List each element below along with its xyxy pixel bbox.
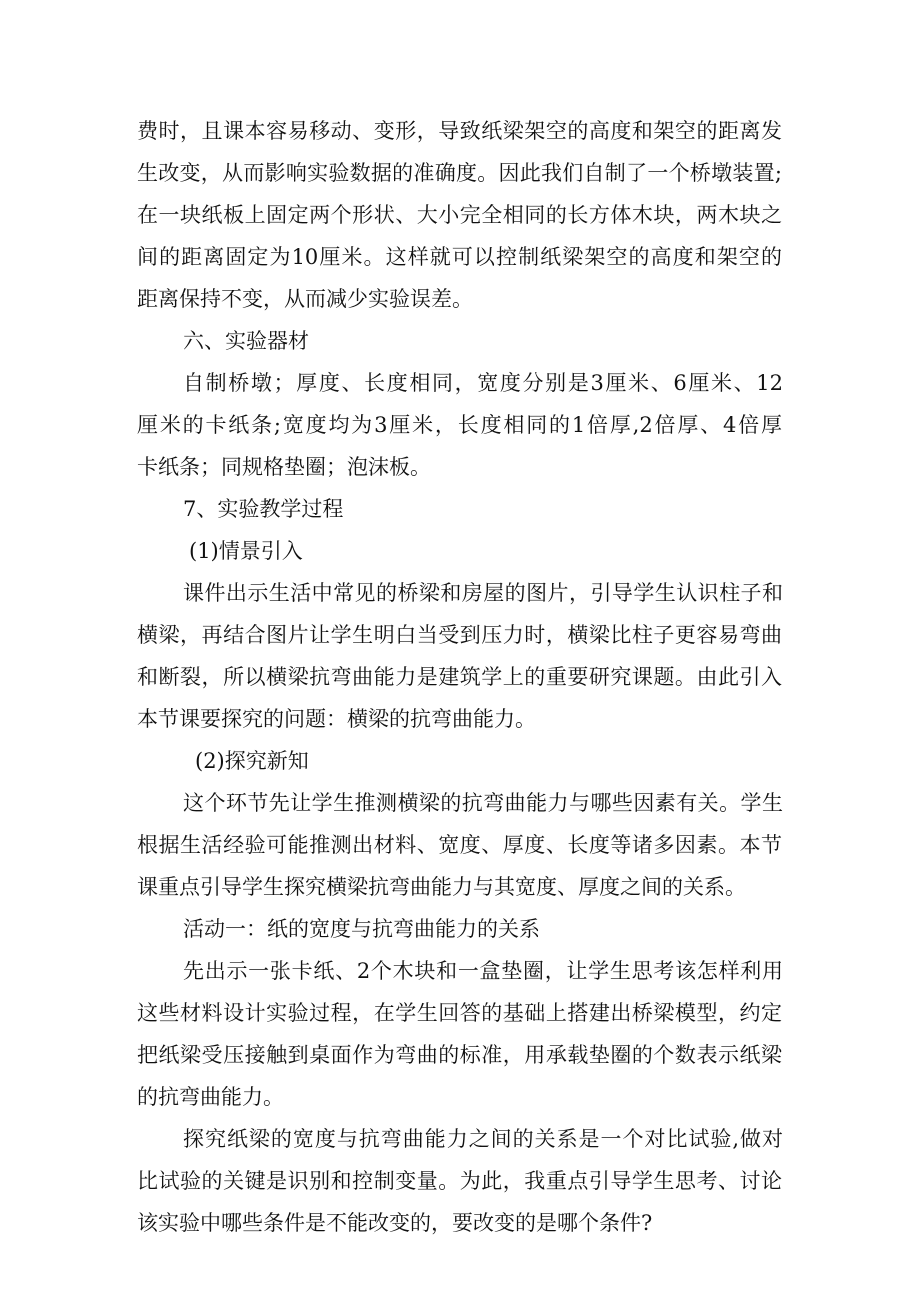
text-line: 把纸梁受压接触到桌面作为弯曲的标准，用承载垫圈的个数表示纸梁 <box>137 1043 782 1067</box>
text-line: 比试验的关键是识别和控制变量。为此，我重点引导学生思考、讨论 <box>137 1169 782 1193</box>
text-line: 先出示一张卡纸、2个木块和一盒垫圈，让学生思考该怎样利用 <box>183 959 783 983</box>
section-heading: 六、实验器材 <box>183 329 309 353</box>
text-line: 生改变，从而影响实验数据的准确度。因此我们自制了一个桥墩装置; <box>137 161 782 185</box>
text-line: 课件出示生活中常见的桥梁和房屋的图片，引导学生认识柱子和 <box>183 581 783 605</box>
text-line: 这个环节先让学生推测横梁的抗弯曲能力与哪些因素有关。学生 <box>183 791 783 815</box>
section-heading: 7、实验教学过程 <box>183 497 344 521</box>
text-line: 厘米的卡纸条;宽度均为3厘米，长度相同的1倍厚,2倍厚、4倍厚 <box>137 413 782 437</box>
text-line: 和断裂，所以横梁抗弯曲能力是建筑学上的重要研究课题。由此引入 <box>137 665 782 689</box>
text-line: 在一块纸板上固定两个形状、大小完全相同的长方体木块，两木块之 <box>137 203 782 227</box>
text-line: 间的距离固定为10厘米。这样就可以控制纸梁架空的高度和架空的 <box>137 245 782 269</box>
activity-heading: 活动一：纸的宽度与抗弯曲能力的关系 <box>183 917 540 941</box>
text-line: 横梁，再结合图片让学生明白当受到压力时，横梁比柱子更容易弯曲 <box>137 623 782 647</box>
text-line: 距离保持不变，从而减少实验误差。 <box>137 287 473 311</box>
text-line: 根据生活经验可能推测出材料、宽度、厚度、长度等诸多因素。本节 <box>137 833 782 857</box>
text-line: 费时，且课本容易移动、变形，导致纸梁架空的高度和架空的距离发 <box>137 119 782 143</box>
text-line: 这些材料设计实验过程，在学生回答的基础上搭建出桥梁模型，约定 <box>137 1001 782 1025</box>
subsection-heading: (1)情景引入 <box>189 539 303 563</box>
text-line: 课重点引导学生探究横梁抗弯曲能力与其宽度、厚度之间的关系。 <box>137 875 746 899</box>
text-line: 本节课要探究的问题：横梁的抗弯曲能力。 <box>137 707 536 731</box>
text-line: 探究纸梁的宽度与抗弯曲能力之间的关系是一个对比试验,做对 <box>183 1127 783 1151</box>
text-line: 自制桥墩；厚度、长度相同，宽度分别是3厘米、6厘米、12 <box>183 371 783 395</box>
text-line: 卡纸条；同规格垫圈；泡沫板。 <box>137 455 431 479</box>
text-line: 的抗弯曲能力。 <box>137 1085 284 1109</box>
text-line: 该实验中哪些条件是不能改变的，要改变的是哪个条件? <box>137 1211 653 1235</box>
subsection-heading: (2)探究新知 <box>195 749 309 773</box>
